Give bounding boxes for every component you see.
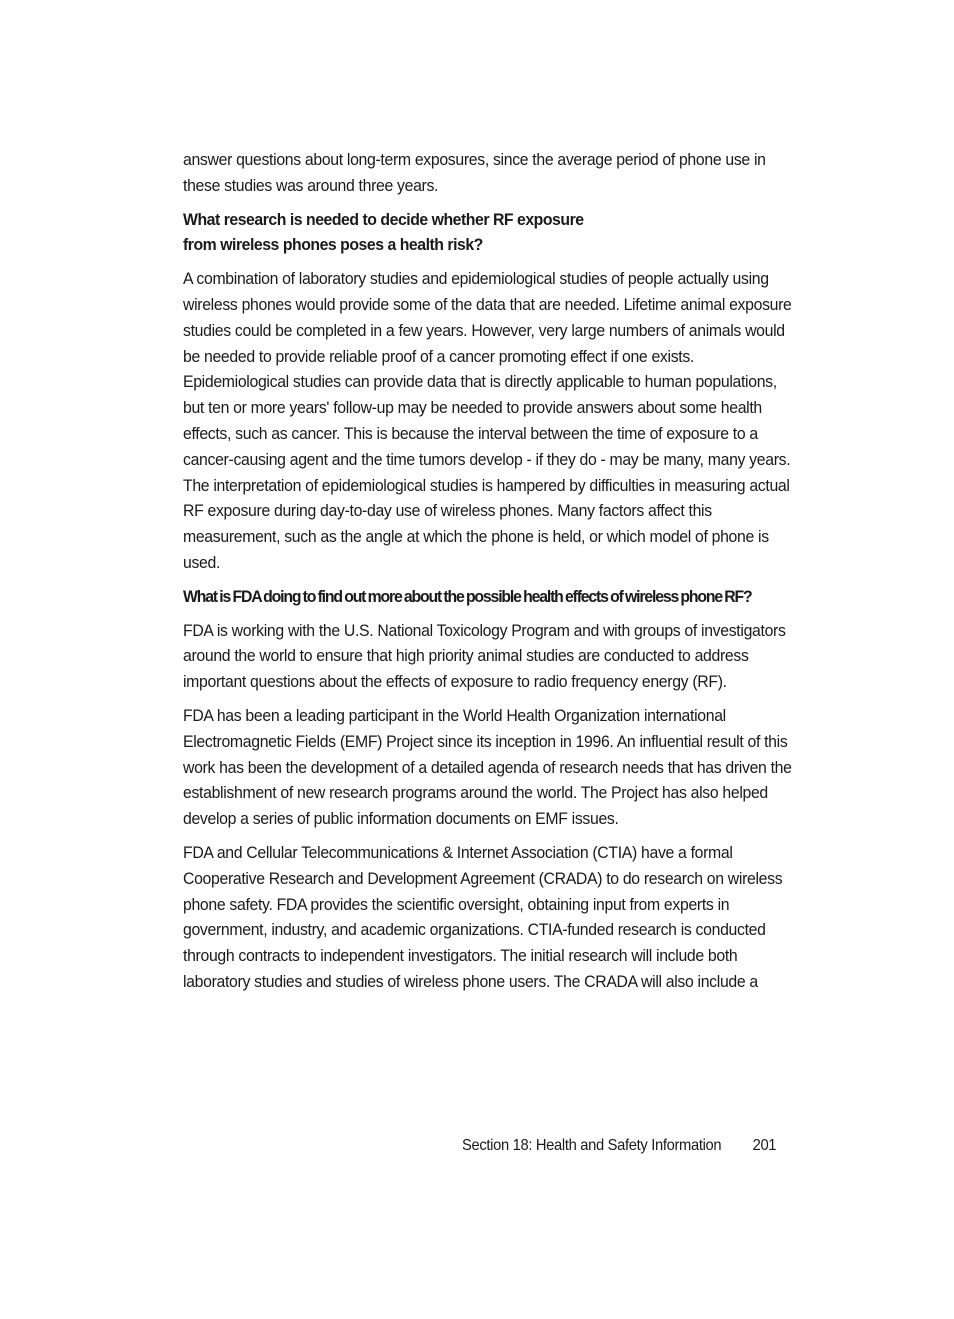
page-body (183, 147, 799, 1003)
page-footer (462, 1136, 776, 1156)
paragraph-ctia-crada: FDA and Cellular Telecommunications & Internet Association (CTIA) have a formal Cooperative Research and Development Agreement (CRADA) to do research on wireless phone safety. FDA provides the scientific oversight, obtaining input from experts in government, industry, and academic organizations. CTIA-funded research is conducted through contracts to independent investigators. The initial research will include both laboratory studies and studies of wireless phone users. The CRADA will also include a (183, 842, 783, 991)
paragraph-long-term-exposures: answer questions about long-term exposures, since the average period of phone use in these studies was around three years. (183, 150, 766, 195)
heading-research-needed-line1: What research is needed to decide whether RF exposure (183, 209, 584, 229)
paragraph-who-emf-project: FDA has been a leading participant in the World Health Organization international Electromagnetic Fields (EMF) Project since its inception in 1996. An influential result of this work has been the development of a detailed agenda of research needs that has driven the establishment of new research programs around the world. The Project has also helped develop a series of public information documents on EMF issues. (183, 705, 792, 829)
heading-research-needed-line2: from wireless phones poses a health risk? (183, 235, 483, 255)
paragraph-ntp-program: FDA is working with the U.S. National Toxicology Program and with groups of investigators around the world to ensure that high priority animal studies are conducted to address important questions about the effects of exposure to radio frequency energy (RF). (183, 620, 786, 692)
footer-section-title: Section 18: Health and Safety Information (462, 1137, 722, 1154)
footer-page-number: 201 (752, 1137, 777, 1154)
paragraph-combination-studies: A combination of laboratory studies and epidemiological studies of people actually using wireless phones would provide some of the data that are needed. Lifetime animal exposure studies could be completed in a few years. However, very large numbers of animals would be needed to provide reliable proof of a cancer promoting effect if one exists. Epidemiological studies can provide data that is directly applicable to human populations, but ten or more years' follow-up may be needed to provide answers about some health effects, such as cancer. This is because the interval between the time of exposure to a cancer-causing agent and the time tumors develop - if they do - may be many, many years. The interpretation of epidemiological studies is hampered by difficulties in measuring actual RF exposure during day-to-day use of wireless phones. Many factors affect this measurement, such as the angle at which the phone is held, or which model of phone is used. (183, 269, 792, 572)
heading-research-needed (183, 207, 799, 259)
heading-fda-doing: What is FDA doing to find out more about the possible health effects of wireless phone RF? (183, 586, 752, 606)
